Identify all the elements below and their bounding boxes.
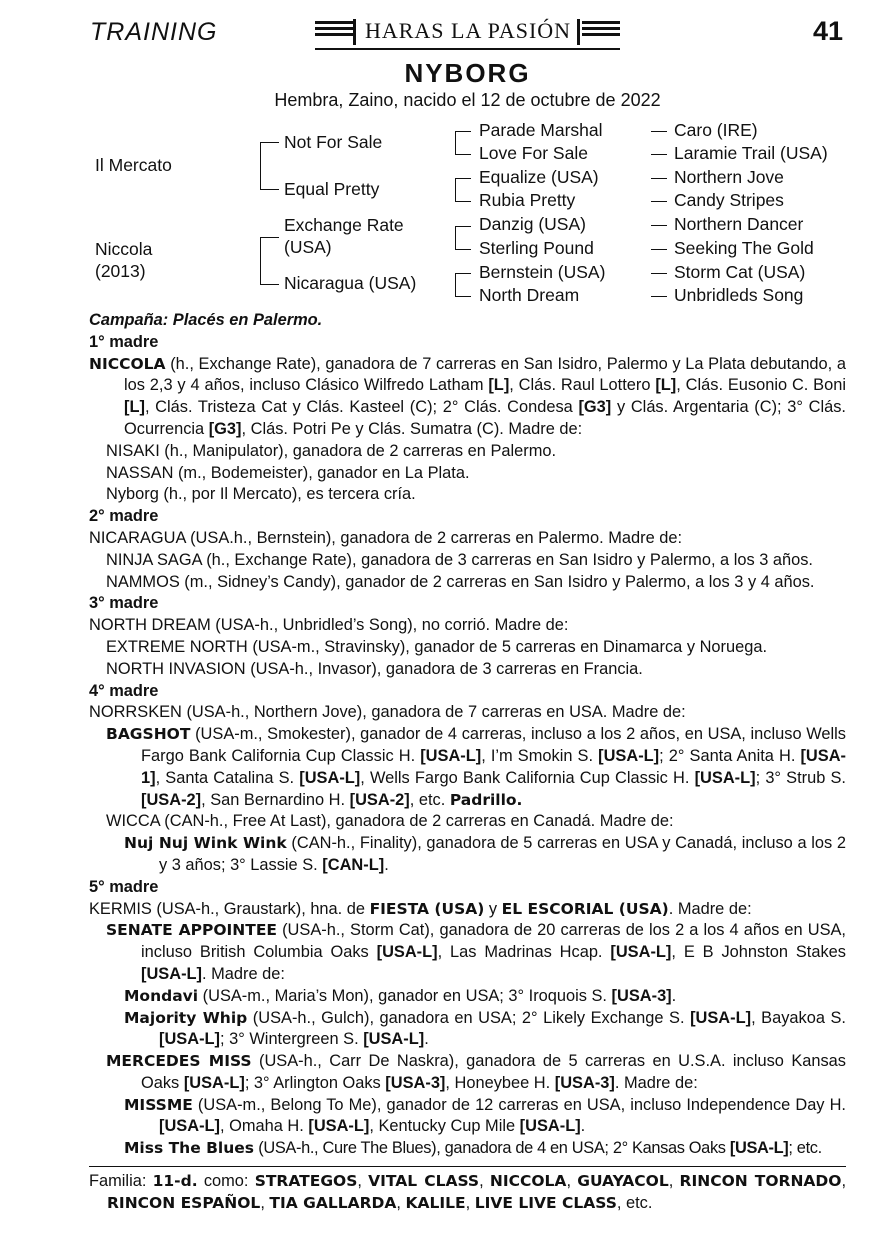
brand-bars-left-icon xyxy=(315,21,353,43)
pedigree-gen4: Candy Stripes xyxy=(674,190,784,210)
dam-entry: KERMIS (USA-h., Graustark), hna. de FIESTA (USA) y EL ESCORIAL (USA). Madre de: xyxy=(89,899,752,918)
progeny-entry: NAMMOS (m., Sidney’s Candy), ganador de 2 carreras en San Isidro y Palermo, a los 3 y 4 años. xyxy=(106,572,815,591)
section-heading: 4° madre xyxy=(89,681,159,700)
grand-progeny-entry: Majority Whip (USA-h., Gulch), ganadora en USA; 2° Likely Exchange S. [USA-L], Bayakoa S. [USA-L]; 3° Wintergreen S. [USA-L]. xyxy=(124,1008,846,1049)
pedigree-gen2: Equal Pretty xyxy=(284,179,380,199)
pedigree-gen3: Bernstein (USA) xyxy=(479,262,606,282)
pedigree-dash xyxy=(651,131,667,132)
pedigree-gen2: (USA) xyxy=(284,237,332,257)
progeny-entry: MERCEDES MISS (USA-h., Carr De Naskra), ganadora de 5 carreras en U.S.A. incluso Kansas Oaks [USA-L]; 3° Arlington Oaks [USA-3], Honeybee H. [USA-3]. Madre de: xyxy=(106,1052,846,1092)
progeny-entry: NASSAN (m., Bodemeister), ganador en La Plata. xyxy=(106,463,470,482)
grand-progeny-entry: MISSME (USA-m., Belong To Me), ganador de 12 carreras en USA, incluso Independence Day H. [USA-L], Omaha H. [USA-L], Kentucky Cup Mile [USA-L]. xyxy=(124,1095,846,1136)
pedigree-gen3: Love For Sale xyxy=(479,143,588,163)
pedigree-gen4: Northern Dancer xyxy=(674,214,804,234)
pedigree-gen4: Seeking The Gold xyxy=(674,238,814,258)
pedigree-dam: Niccola xyxy=(95,239,153,259)
pedigree-bracket xyxy=(455,178,471,202)
brand-underline xyxy=(315,48,620,50)
pedigree-gen2: Nicaragua (USA) xyxy=(284,273,417,293)
grand-progeny-entry: Nuj Nuj Wink Wink (CAN-h., Finality), ganadora de 5 carreras en USA y Canadá, incluso a los 2 y 3 años; 3° Lassie S. [CAN-L]. xyxy=(124,834,846,874)
progeny-entry: BAGSHOT (USA-m., Smokester), ganador de 4 carreras, incluso a los 2 años, en USA, incluso Wells Fargo Bank California Cup Classic H. [USA-L], I’m Smokin S. [USA-L]; 2° Santa Anita H. [USA-1], Santa Catalina S. [USA-L], Wells Fargo Bank California Cup Classic H. [USA-L]; 3° Strub S. [USA-2], San Bernardino H. [USA-2], etc. Padrillo. xyxy=(106,725,846,809)
pedigree-dash xyxy=(651,225,667,226)
dam-entry: NORTH DREAM (USA-h., Unbridled’s Song), no corrió. Madre de: xyxy=(89,616,569,635)
pedigree-dash xyxy=(651,154,667,155)
catalog-body xyxy=(89,310,846,1160)
pedigree-dash xyxy=(651,273,667,274)
section-heading: 1° madre xyxy=(89,332,159,351)
pedigree-gen3: Sterling Pound xyxy=(479,238,594,258)
brand-divider-left xyxy=(353,19,356,45)
pedigree-gen3: Parade Marshal xyxy=(479,120,603,140)
pedigree-gen4: Unbridleds Song xyxy=(674,285,804,305)
pedigree-gen2: Exchange Rate xyxy=(284,215,404,235)
horse-name: NYBORG xyxy=(404,58,531,88)
progeny-entry: NORTH INVASION (USA-h., Invasor), ganadora de 3 carreras en Francia. xyxy=(106,659,643,678)
brand-name: HARAS LA PASIÓN xyxy=(364,18,572,43)
pedigree-bracket xyxy=(260,142,279,190)
pedigree-gen4: Laramie Trail (USA) xyxy=(674,143,828,163)
grand-progeny-entry: Mondavi (USA-m., Maria’s Mon), ganador en USA; 3° Iroquois S. [USA-3]. xyxy=(124,986,677,1005)
progeny-entry: Nyborg (h., por Il Mercato), es tercera cría. xyxy=(106,485,416,504)
grand-progeny-entry: Miss The Blues (USA-h., Cure The Blues), ganadora de 4 en USA; 2° Kansas Oaks [USA-L]; etc. xyxy=(124,1139,822,1158)
pedigree-bracket xyxy=(455,273,471,297)
brand-logo xyxy=(315,16,620,50)
progeny-entry: WICCA (CAN-h., Free At Last), ganadora de 2 carreras en Canadá. Madre de: xyxy=(106,812,674,831)
section-heading: 5° madre xyxy=(89,877,159,896)
family-line: Familia: 11-d. como: STRATEGOS, VITAL CLASS, NICCOLA, GUAYACOL, RINCON TORNADO, RINCON ESPAÑOL, TIA GALLARDA, KALILE, LIVE LIVE CLASS, etc. xyxy=(89,1172,847,1212)
pedigree-gen3: North Dream xyxy=(479,285,580,305)
section-heading: 2° madre xyxy=(89,507,159,526)
dam-entry: NICCOLA (h., Exchange Rate), ganadora de 7 carreras en San Isidro, Palermo y La Plata debutando, a los 2,3 y 4 años, incluso Clásico Wilfredo Latham [L], Clás. Raul Lottero [L], Clás. Eusonio C. Boni [L], Clás. Tristeza Cat y Clás. Kasteel (C); 2° Clás. Condesa [G3] y Clás. Argentaria (C); 3° Clás. Ocurrencia [G3], Clás. Potri Pe y Clás. Sumatra (C). Madre de: xyxy=(89,354,846,438)
pedigree-bracket xyxy=(455,226,471,250)
pedigree-dash xyxy=(651,201,667,202)
pedigree-bracket xyxy=(260,237,279,285)
campaign-line: Campaña: Placés en Palermo. xyxy=(89,311,323,329)
progeny-entry: SENATE APPOINTEE (USA-h., Storm Cat), ganadora de 20 carreras de los 2 a los 4 años en USA, incluso British Columbia Oaks [USA-L], Las Madrinas Hcap. [USA-L], E B Johnston Stakes [USA-L]. Madre de: xyxy=(106,921,846,983)
pedigree-dam-year: (2013) xyxy=(95,261,146,281)
pedigree-dash xyxy=(651,178,667,179)
progeny-entry: NINJA SAGA (h., Exchange Rate), ganadora de 3 carreras en San Isidro y Palermo, a los 3 años. xyxy=(106,550,813,569)
footer-divider xyxy=(89,1166,846,1167)
progeny-entry: NISAKI (h., Manipulator), ganadora de 2 carreras en Palermo. xyxy=(106,441,557,460)
pedigree-dash xyxy=(651,296,667,297)
brand-divider-right xyxy=(577,19,580,45)
pedigree-gen3: Danzig (USA) xyxy=(479,214,586,234)
pedigree-gen2: Not For Sale xyxy=(284,132,383,152)
section-heading: 3° madre xyxy=(89,594,159,613)
pedigree-sire: Il Mercato xyxy=(95,155,172,175)
pedigree-gen4: Storm Cat (USA) xyxy=(674,262,806,282)
pedigree-gen3: Rubia Pretty xyxy=(479,190,576,210)
section-label: TRAINING xyxy=(90,18,218,46)
dam-entry: NICARAGUA (USA.h., Bernstein), ganadora de 2 carreras en Palermo. Madre de: xyxy=(89,528,683,547)
pedigree-dash xyxy=(651,249,667,250)
pedigree-gen4: Northern Jove xyxy=(674,167,784,187)
pedigree-gen4: Caro (IRE) xyxy=(674,120,758,140)
brand-bars-right-icon xyxy=(582,21,620,43)
pedigree-gen3: Equalize (USA) xyxy=(479,167,599,187)
dam-entry: NORRSKEN (USA-h., Northern Jove), ganadora de 7 carreras en USA. Madre de: xyxy=(89,703,686,722)
pedigree-bracket xyxy=(455,131,471,155)
progeny-entry: EXTREME NORTH (USA-m., Stravinsky), ganador de 5 carreras en Dinamarca y Noruega. xyxy=(106,637,768,656)
page-number: 41 xyxy=(812,16,843,46)
horse-description: Hembra, Zaino, nacido el 12 de octubre de 2022 xyxy=(274,90,661,110)
